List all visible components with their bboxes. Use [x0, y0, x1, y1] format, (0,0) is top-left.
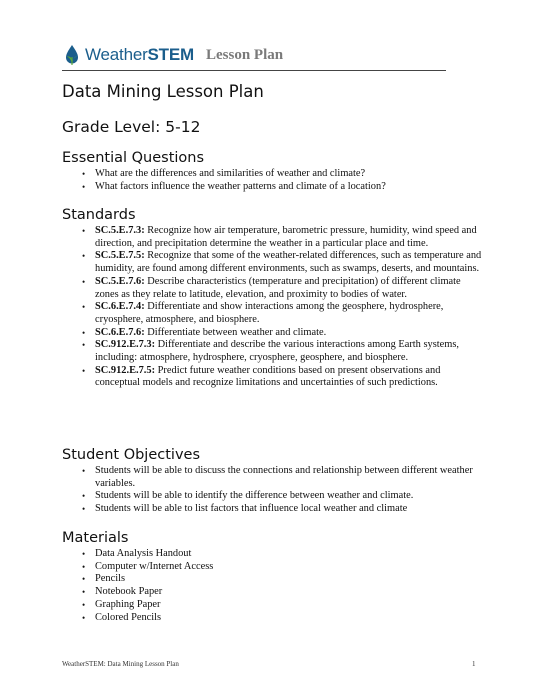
- list-item: • Data Analysis Handout: [95, 548, 482, 561]
- standard-code: SC.6.E.7.4:: [95, 301, 145, 313]
- section-heading: Materials: [62, 530, 129, 546]
- list-item: • Students will be able to list factors that influence local weather and climate: [95, 503, 482, 516]
- list-item: • Students will be able to discuss the connections and relationship between different weather variables.: [95, 465, 482, 490]
- student-objectives-section: [62, 446, 482, 516]
- essential-questions-section: [62, 149, 482, 193]
- brand-prefix: Weather: [85, 45, 148, 64]
- list-item: • What factors influence the weather patterns and climate of a location?: [95, 181, 482, 194]
- list-item: • Notebook Paper: [95, 586, 482, 599]
- materials-section: [62, 529, 482, 624]
- brand-suffix: STEM: [147, 45, 194, 64]
- grade-level: Grade Level: 5-12: [62, 118, 201, 136]
- standard-item: [95, 327, 482, 340]
- essential-questions-list: [62, 168, 482, 193]
- standard-text: Recognize that some of the weather-related differences, such as temperature and humidity, are found among different environments, such as swamps, deserts, and mountains.: [95, 250, 482, 275]
- list-item: • Pencils: [95, 573, 482, 586]
- standard-code: SC.5.E.7.3:: [95, 225, 145, 236]
- standard-text: Describe characteristics (temperature and precipitation) of different climate zones as they relate to latitude, elevation, and proximity to bodies of water.: [95, 275, 461, 300]
- standard-code: SC.912.E.7.3:: [95, 339, 156, 351]
- header-divider: [62, 70, 446, 71]
- standards-section: [62, 206, 482, 390]
- standard-item: [95, 339, 482, 364]
- list-item: • Students will be able to identify the difference between weather and climate.: [95, 490, 482, 503]
- header: [62, 40, 283, 70]
- weatherstem-logo-icon: [62, 44, 82, 66]
- standard-code: SC.5.E.7.5:: [95, 250, 145, 262]
- section-heading: Standards: [62, 207, 136, 223]
- list-item: • Graphing Paper: [95, 599, 482, 612]
- doc-type-label: Lesson Plan: [205, 46, 284, 63]
- standard-text: Recognize how air temperature, barometric pressure, humidity, wind speed and direction, and precipitation determine the weather in a particular place and time.: [95, 225, 477, 249]
- list-item: • Colored Pencils: [95, 612, 482, 625]
- brand-name: [85, 45, 194, 65]
- standard-text: Differentiate between weather and climate.: [144, 326, 327, 338]
- standard-item: [95, 225, 482, 250]
- student-objectives-list: [62, 465, 482, 516]
- standard-text: Differentiate and describe the various interactions among Earth systems, including: atmosphere, hydrosphere, cryosphere, geosphere, and biosphere.: [95, 339, 459, 364]
- page-title: Data Mining Lesson Plan: [62, 82, 264, 101]
- standard-code: SC.5.E.7.6:: [95, 275, 145, 287]
- standards-list: [62, 225, 482, 390]
- materials-list: [62, 548, 482, 624]
- standard-item: [95, 365, 482, 390]
- standard-item: [95, 301, 482, 326]
- footer-text: WeatherSTEM: Data Mining Lesson Plan: [62, 660, 179, 668]
- standard-text: Predict future weather conditions based on present observations and conceptual models and recognize limitations and uncertainties of such predictions.: [95, 364, 441, 389]
- section-heading: Student Objectives: [62, 447, 200, 463]
- standard-text: Differentiate and show interactions among the geosphere, hydrosphere, cryosphere, atmosphere, and biosphere.: [95, 301, 444, 325]
- standard-item: [95, 276, 482, 301]
- standard-code: SC.6.E.7.6:: [95, 326, 145, 338]
- standard-code: SC.912.E.7.5:: [95, 364, 156, 376]
- list-item: • Computer w/Internet Access: [95, 561, 482, 574]
- list-item: • What are the differences and similarities of weather and climate?: [95, 168, 482, 181]
- section-heading: Essential Questions: [62, 150, 205, 166]
- page-number: 1: [472, 660, 476, 668]
- standard-item: [95, 250, 482, 275]
